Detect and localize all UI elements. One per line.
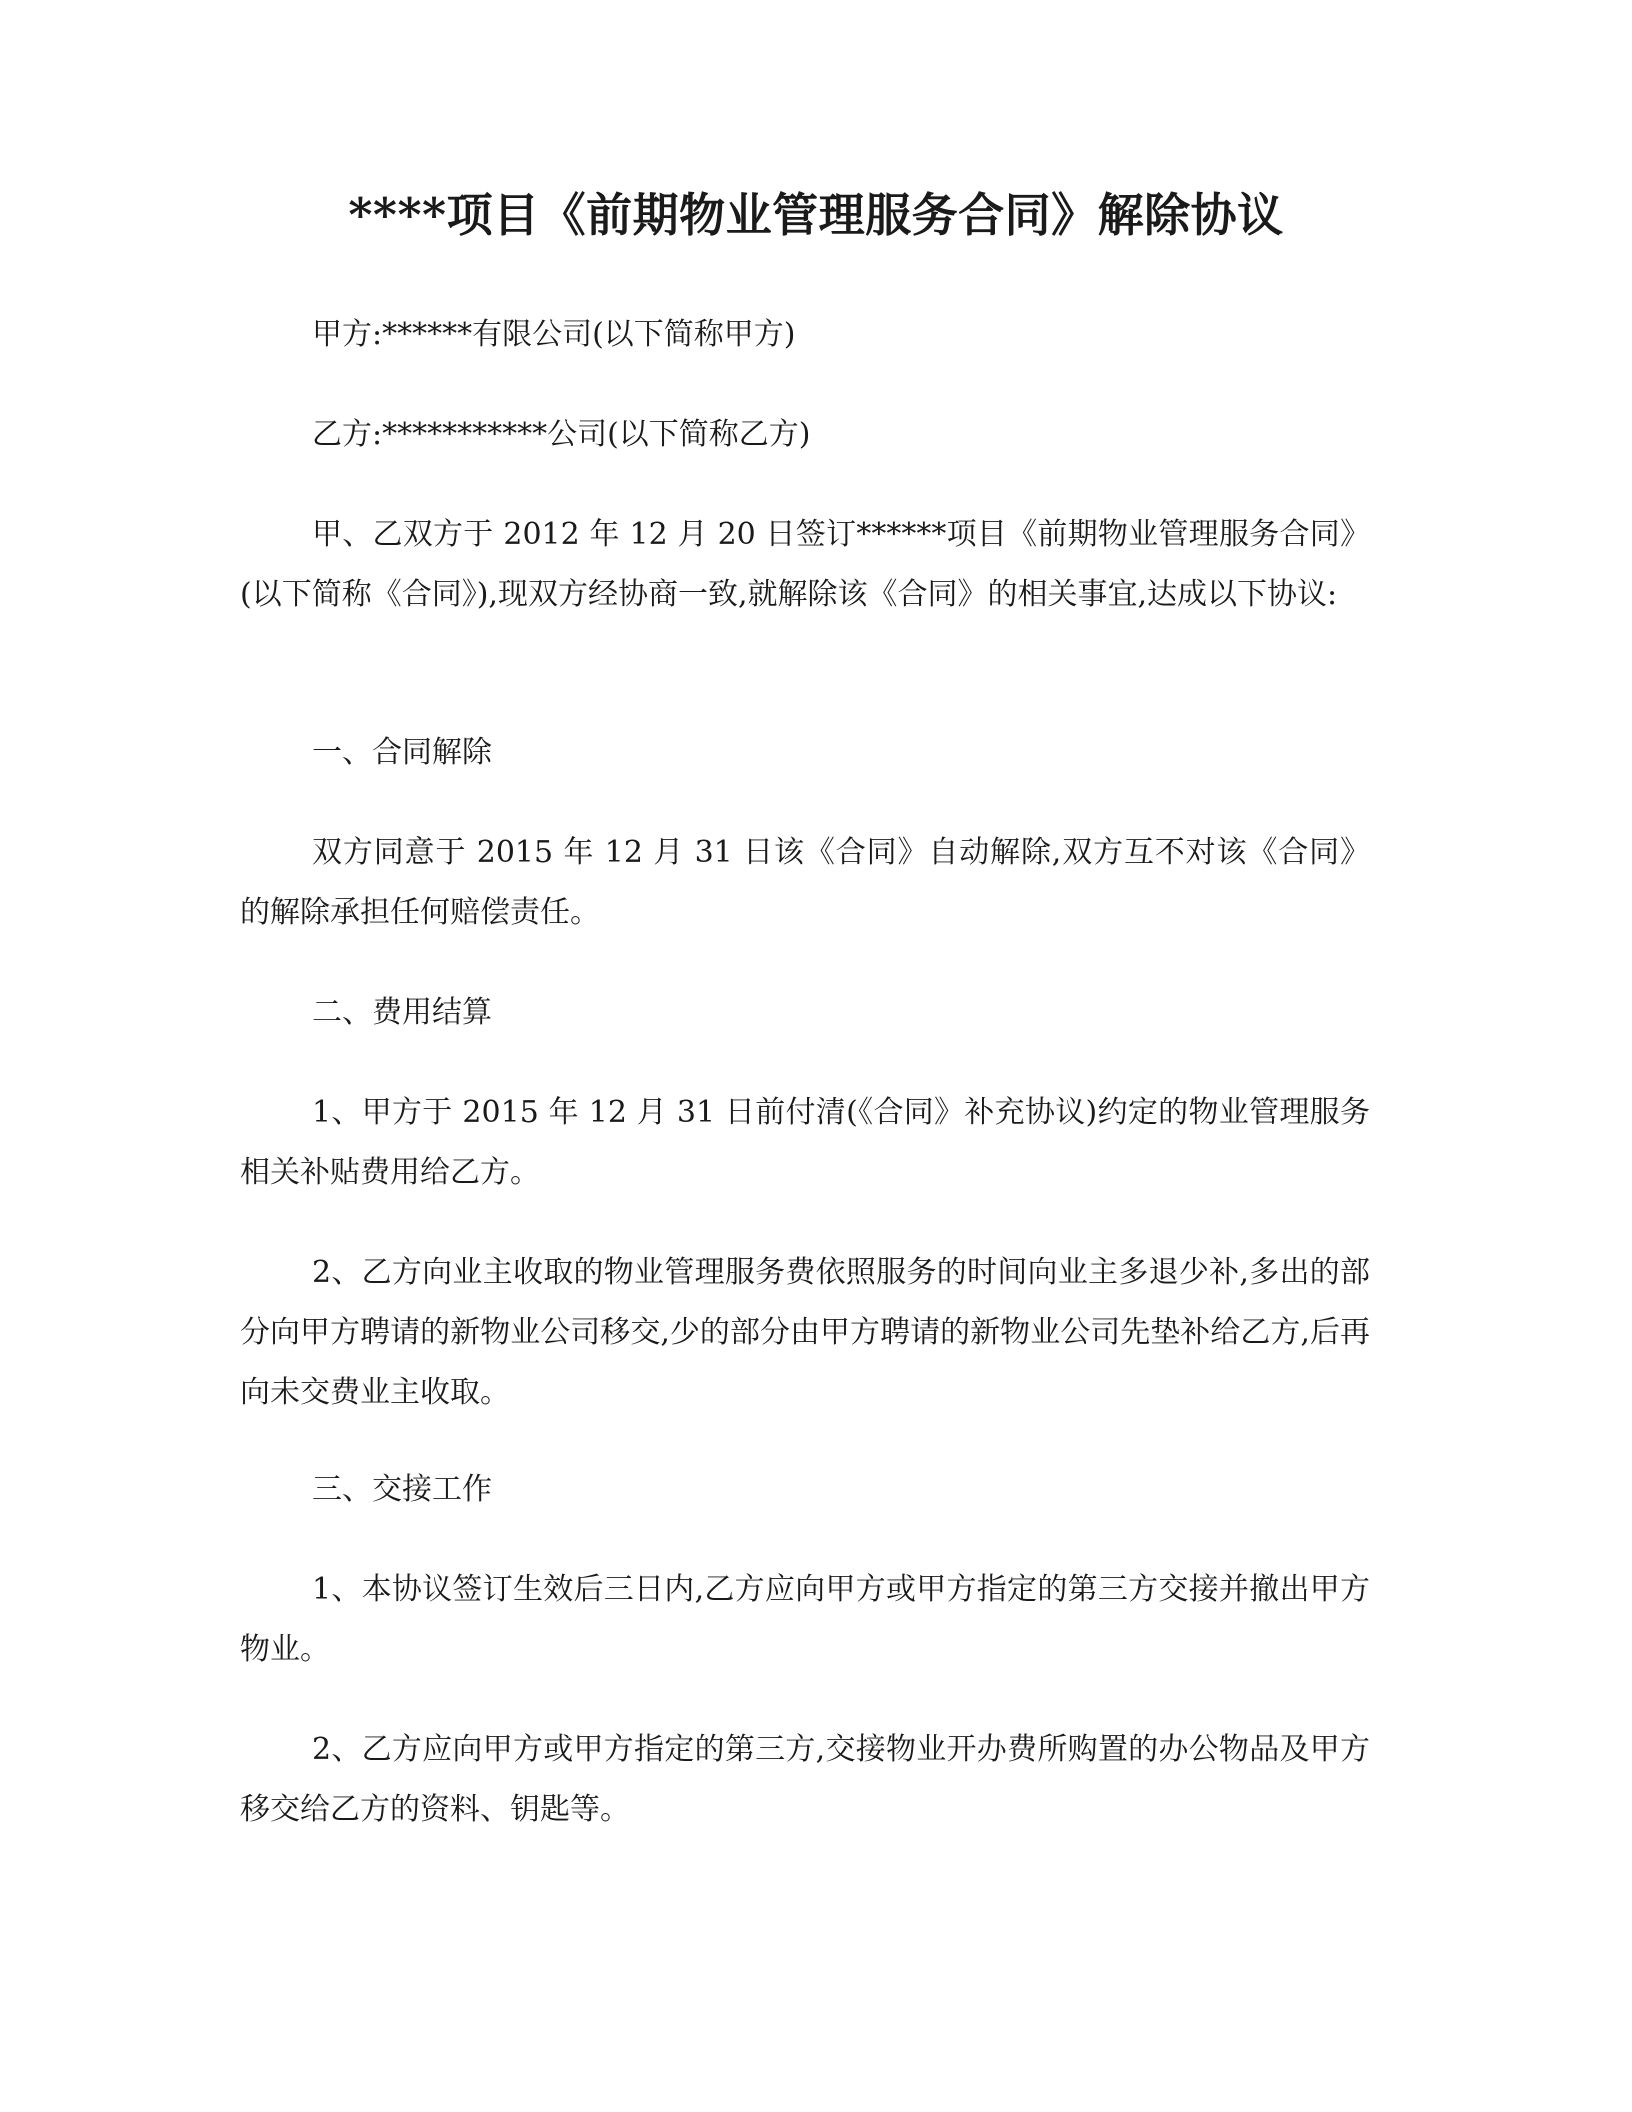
section2-heading: 二、费用结算 bbox=[312, 995, 492, 1030]
section3-item2: 2、乙方应向甲方或甲方指定的第三方,交接物业开办费所购置的办公物品及甲方移交给乙方的资料、钥匙等。 bbox=[240, 1732, 1370, 1827]
section1-body: 双方同意于 2015 年 12 月 31 日该《合同》自动解除,双方互不对该《合同》的解除承担任何赔偿责任。 bbox=[240, 835, 1370, 930]
section3-heading: 三、交接工作 bbox=[312, 1472, 492, 1507]
section1-heading: 一、合同解除 bbox=[312, 735, 492, 770]
party-b: 乙方:***********公司(以下简称乙方) bbox=[312, 417, 811, 452]
document-title: ****项目《前期物业管理服务合同》解除协议 bbox=[348, 188, 1284, 242]
section2-item2: 2、乙方向业主收取的物业管理服务费依照服务的时间向业主多退少补,多出的部分向甲方聘请的新物业公司移交,少的部分由甲方聘请的新物业公司先垫补给乙方,后再向未交费业主收取。 bbox=[240, 1255, 1370, 1410]
section3-item1: 1、本协议签订生效后三日内,乙方应向甲方或甲方指定的第三方交接并撤出甲方物业。 bbox=[240, 1572, 1370, 1667]
party-a: 甲方:******有限公司(以下简称甲方) bbox=[312, 317, 796, 352]
intro-paragraph: 甲、乙双方于 2012 年 12 月 20 日签订******项目《前期物业管理服务合同》(以下简称《合同》),现双方经协商一致,就解除该《合同》的相关事宜,达成以下协议: bbox=[240, 517, 1370, 612]
section2-item1: 1、甲方于 2015 年 12 月 31 日前付清(《合同》补充协议)约定的物业管理服务相关补贴费用给乙方。 bbox=[240, 1095, 1370, 1190]
